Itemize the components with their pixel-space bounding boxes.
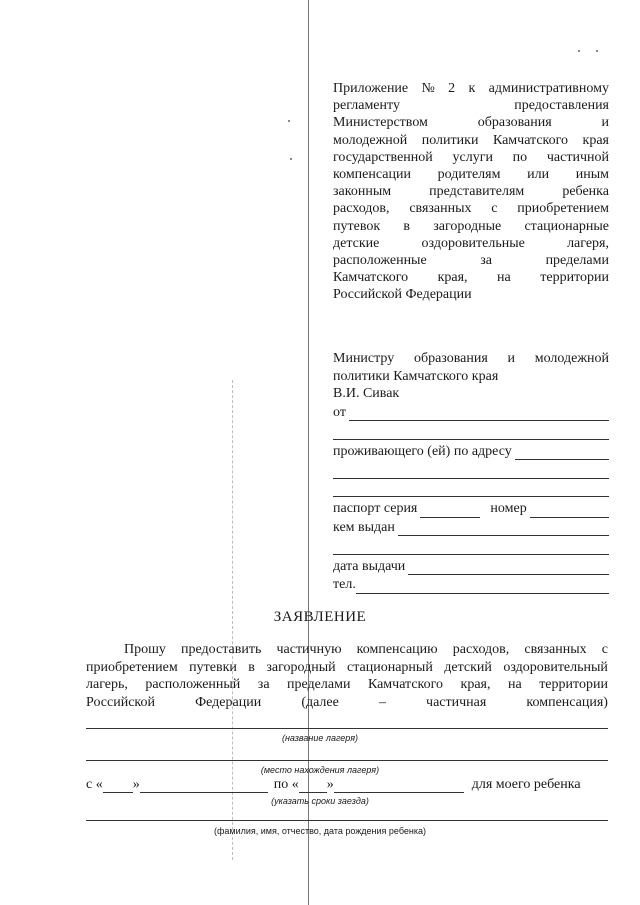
- word: детские: [333, 235, 380, 251]
- issue-date-label: дата выдачи: [333, 558, 406, 574]
- passport-series-label: паспорт серия: [333, 501, 418, 516]
- word: загородные: [433, 218, 502, 234]
- word: (далее: [301, 694, 339, 710]
- word: путевки: [189, 659, 237, 675]
- issue-date-field: [333, 557, 609, 576]
- word: Министерством: [333, 115, 428, 131]
- word: компенсацию: [356, 642, 438, 657]
- stay-dates-row: [86, 777, 608, 793]
- word: частичную: [276, 642, 342, 657]
- word: молодежной: [333, 132, 408, 148]
- text-line: [333, 80, 609, 97]
- addressee-block: [333, 350, 609, 594]
- word: Министру: [333, 351, 395, 366]
- issued-by-field: [333, 518, 609, 537]
- word: Федерации: [195, 694, 262, 710]
- word: №: [421, 81, 435, 96]
- text-line: [333, 132, 609, 149]
- camp-name-line: [86, 728, 608, 729]
- text-line: [333, 235, 609, 252]
- addressee-name: В.И. Сивак: [333, 386, 400, 401]
- text-line: [86, 659, 608, 677]
- word: к: [468, 81, 476, 96]
- word: –: [378, 694, 386, 710]
- word: края,: [460, 677, 491, 692]
- issued-by-blank: [398, 522, 609, 536]
- word: связанных: [409, 201, 472, 217]
- word: услуги: [452, 149, 493, 165]
- word: края,: [437, 270, 468, 286]
- child-phrase: для моего ребенка: [471, 777, 581, 792]
- from-field: [333, 403, 609, 422]
- word: загородный: [266, 659, 336, 675]
- word: регламенту: [333, 98, 400, 114]
- passport-number-label: номер: [490, 501, 527, 516]
- word: лагеря,: [567, 235, 609, 251]
- residence-continuation-2: [333, 479, 609, 498]
- text-line: [333, 252, 609, 269]
- from-label: от: [333, 404, 346, 420]
- text-line: [86, 694, 608, 712]
- word: и: [507, 351, 516, 366]
- from-field-continuation: [333, 421, 609, 440]
- word: на: [507, 677, 522, 692]
- word: с: [601, 642, 608, 657]
- issued-by-label: кем выдан: [333, 519, 395, 535]
- word: территории: [540, 270, 609, 286]
- blank-line: [333, 465, 609, 479]
- passport-field: [333, 499, 609, 518]
- word: 2: [448, 81, 456, 96]
- residence-label: проживающего (ей) по адресу: [333, 443, 512, 459]
- from-blank: [349, 407, 609, 421]
- word: Приложение: [333, 81, 409, 96]
- word: родителям: [437, 167, 501, 183]
- date-to-quote: »: [326, 777, 334, 792]
- date-to-prefix: по «: [273, 777, 299, 792]
- word: представителям: [429, 184, 525, 200]
- word: Камчатского: [333, 270, 409, 286]
- blank-line: [333, 426, 609, 440]
- word: расположенный: [145, 677, 241, 692]
- word: приобретением: [86, 659, 178, 675]
- issue-date-blank: [408, 561, 609, 575]
- text-line: [333, 149, 609, 166]
- passport-series-blank: [420, 504, 480, 518]
- word: Российской: [86, 694, 155, 710]
- word: путевок: [333, 218, 381, 234]
- camp-location-hint: (место нахождения лагеря): [260, 765, 380, 775]
- passport-number-blank: [530, 504, 609, 518]
- word: стационарный: [347, 659, 433, 675]
- text-line: [333, 286, 609, 303]
- child-info-hint: (фамилия, имя, отчество, дата рождения ребенка): [213, 826, 427, 836]
- word: в: [403, 218, 410, 234]
- residence-continuation-1: [333, 460, 609, 479]
- text-line: [333, 114, 609, 131]
- text-line: [333, 183, 609, 200]
- word: ребенка: [562, 184, 609, 200]
- date-to-month-blank: [334, 779, 464, 793]
- word: приобретением: [517, 201, 609, 217]
- word: расходов,: [333, 201, 390, 217]
- word: частичная: [426, 694, 487, 710]
- scan-speck: [578, 50, 580, 52]
- word: Прошу: [124, 642, 166, 657]
- word: или: [527, 167, 550, 183]
- word: расположенные: [333, 253, 427, 269]
- word: предоставить: [181, 642, 262, 657]
- word: иным: [575, 167, 609, 183]
- text-line: [333, 200, 609, 217]
- word: за: [257, 677, 270, 692]
- word: образования: [477, 115, 552, 131]
- word: законным: [333, 184, 392, 200]
- word: на: [497, 270, 511, 286]
- addressee-line-1: [333, 350, 609, 368]
- dates-hint: (указать сроки заезда): [271, 796, 369, 806]
- word: компенсация): [526, 694, 608, 710]
- word: пределами: [545, 253, 609, 269]
- word: связанных: [524, 642, 587, 657]
- word: Российской Федерации: [333, 287, 472, 303]
- scan-speck: [288, 120, 290, 122]
- statement-text: [86, 641, 608, 711]
- camp-location-line: [86, 760, 608, 761]
- document-title: ЗАЯВЛЕНИЕ: [273, 609, 367, 625]
- word: Камчатского: [367, 677, 444, 692]
- text-line: [333, 97, 609, 114]
- blank-line: [333, 483, 609, 497]
- issued-by-continuation: [333, 536, 609, 555]
- word: с: [491, 201, 498, 217]
- text-line: [333, 218, 609, 235]
- camp-name-hint: (название лагеря): [281, 733, 359, 743]
- word: Камчатского: [492, 132, 569, 148]
- word: оздоровительный: [503, 659, 608, 675]
- date-from-month-blank: [140, 779, 268, 793]
- phone-label: тел.: [333, 577, 356, 592]
- word: образования: [413, 351, 488, 366]
- residence-blank: [515, 446, 609, 460]
- annex-header-block: [333, 80, 609, 304]
- text-line: [86, 641, 608, 659]
- word: по: [512, 149, 528, 165]
- word: расходов,: [452, 642, 510, 657]
- text-line: [333, 269, 609, 286]
- text-line: [86, 676, 608, 694]
- blank-line: [333, 541, 609, 555]
- word: пределами: [287, 677, 351, 692]
- date-from-prefix: с «: [86, 777, 103, 792]
- scan-speck: [596, 50, 598, 52]
- date-from-quote: »: [132, 777, 140, 792]
- word: компенсации: [333, 167, 411, 183]
- word: за: [480, 253, 492, 269]
- word: предоставления: [514, 98, 609, 114]
- child-info-line: [86, 820, 608, 821]
- phone-field: [333, 575, 609, 594]
- text-line: [333, 166, 609, 183]
- word: территории: [539, 677, 608, 692]
- word: государственной: [333, 149, 433, 165]
- word: края: [582, 132, 609, 148]
- word: политики: [421, 132, 479, 148]
- word: детский: [444, 659, 492, 675]
- word: и: [601, 115, 609, 131]
- date-from-day-blank: [103, 779, 133, 793]
- word: частичной: [546, 149, 609, 165]
- word: лагерь,: [86, 677, 128, 692]
- residence-field: [333, 442, 609, 461]
- date-to-day-blank: [299, 779, 327, 793]
- word: административному: [488, 81, 609, 96]
- word: молодежной: [534, 351, 609, 366]
- addressee-line-2: политики Камчатского края: [333, 368, 499, 384]
- phone-blank: [356, 580, 609, 594]
- scan-speck: [290, 158, 292, 160]
- word: стационарные: [524, 218, 609, 234]
- word: оздоровительные: [421, 235, 525, 251]
- word: в: [248, 659, 255, 675]
